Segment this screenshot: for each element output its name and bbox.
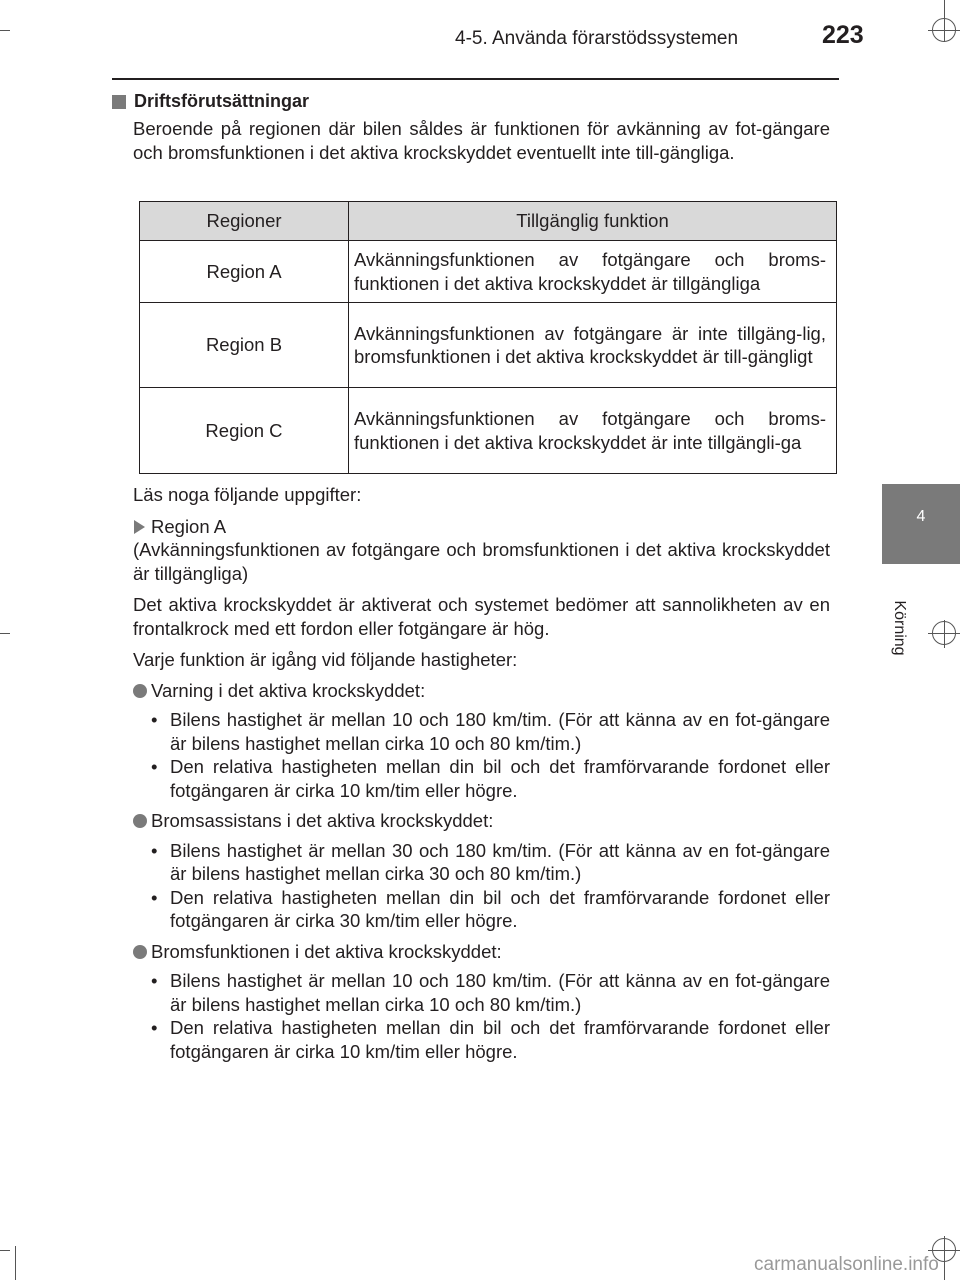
bullet-list <box>151 708 830 802</box>
speed-group-title <box>133 940 830 964</box>
table-header-row <box>140 202 837 241</box>
speed-group <box>133 940 830 1064</box>
square-bullet-icon <box>112 95 126 109</box>
registration-circle <box>932 18 956 42</box>
chapter-label: Körning <box>891 600 908 656</box>
chapter-number: 4 <box>916 508 926 525</box>
list-item: • Bilens hastighet är mellan 10 och 180 km/tim. (För att känna av en fot-gängare är bilens hastighet mellan cirka 10 och 80 km/tim.) <box>151 969 830 1016</box>
crop-mark <box>15 1246 16 1280</box>
chapter-tab <box>882 484 960 564</box>
table-header-cell: Tillgänglig funktion <box>349 202 837 241</box>
header-section-title: 4-5. Använda förarstödssystemen <box>455 28 739 49</box>
section-intro <box>112 90 830 164</box>
table-row <box>140 303 837 388</box>
speed-group <box>133 679 830 803</box>
chapter-label-box <box>880 600 918 656</box>
list-item: • Bilens hastighet är mellan 10 och 180 km/tim. (För att känna av en fot-gängare är bilens hastighet mellan cirka 10 och 80 km/tim.) <box>151 708 830 755</box>
body-text <box>133 483 830 1063</box>
list-item: • Den relativa hastigheten mellan din bil och det framförvarande fordonet eller fotgängaren är cirka 10 km/tim eller högre. <box>151 755 830 802</box>
speed-group-title-text: Bromsassistans i det aktiva krockskyddet: <box>151 810 494 831</box>
header-rule <box>112 78 839 80</box>
activation-paragraph: Det aktiva krockskyddet är aktiverat och systemet bedömer att sannolikheten av en frontalkrock med ett fordon eller fotgängare är hög. <box>133 594 830 639</box>
crop-mark <box>0 633 10 634</box>
circle-bullet-icon <box>133 684 147 698</box>
table-row <box>140 241 837 303</box>
circle-bullet-icon <box>133 814 147 828</box>
page-number: 223 <box>822 21 864 49</box>
bullet-list <box>151 969 830 1063</box>
table-cell-region: Region B <box>140 303 349 388</box>
triangle-bullet-icon <box>134 520 145 534</box>
crop-mark <box>0 1250 10 1251</box>
bullet-list <box>151 839 830 933</box>
read-note: Läs noga följande uppgifter: <box>133 484 362 505</box>
region-a-title: Region A <box>151 515 227 537</box>
regions-table <box>139 201 837 474</box>
table-cell-region: Region A <box>140 241 349 303</box>
table-cell-region: Region C <box>140 388 349 474</box>
speed-group-title-text: Bromsfunktionen i det aktiva krockskyddet: <box>151 940 502 962</box>
speed-group-title <box>133 809 830 833</box>
registration-circle <box>932 621 956 645</box>
list-item: • Bilens hastighet är mellan 30 och 180 km/tim. (För att känna av en fot-gängare är bilens hastighet mellan cirka 30 och 80 km/tim.) <box>151 839 830 886</box>
table-header-cell: Regioner <box>140 202 349 241</box>
section-heading <box>112 90 830 114</box>
list-item: • Den relativa hastigheten mellan din bil och det framförvarande fordonet eller fotgängaren är cirka 10 km/tim eller högre. <box>151 1016 830 1063</box>
table-cell-function: Avkänningsfunktionen av fotgängare och broms-funktionen i det aktiva krockskyddet är tillgängliga <box>349 241 837 303</box>
speeds-intro: Varje funktion är igång vid följande hastigheter: <box>133 649 518 670</box>
speed-group-title-text: Varning i det aktiva krockskyddet: <box>151 679 426 701</box>
table-row <box>140 388 837 474</box>
table-cell-function: Avkänningsfunktionen av fotgängare är inte tillgäng-lig, bromsfunktionen i det aktiva krockskyddet är till-gängligt <box>349 303 837 388</box>
region-a-item <box>133 515 830 539</box>
section-heading-text: Driftsförutsättningar <box>134 91 309 111</box>
crop-mark <box>0 30 10 31</box>
circle-bullet-icon <box>133 945 147 959</box>
intro-paragraph: Beroende på regionen där bilen såldes är funktionen för avkänning av fot-gängare och bromsfunktionen i det aktiva krockskyddet eventuellt inte till-gängliga. <box>133 118 830 163</box>
speed-group <box>133 809 830 933</box>
speed-group-title <box>133 679 830 703</box>
watermark: carmanualsonline.info <box>754 1254 939 1275</box>
region-a-description: (Avkänningsfunktionen av fotgängare och bromsfunktionen i det aktiva krockskyddet är tillgängliga) <box>133 539 830 584</box>
list-item: • Den relativa hastigheten mellan din bil och det framförvarande fordonet eller fotgängaren är cirka 30 km/tim eller högre. <box>151 886 830 933</box>
table-cell-function: Avkänningsfunktionen av fotgängare och broms-funktionen i det aktiva krockskyddet är inte tillgängli-ga <box>349 388 837 474</box>
